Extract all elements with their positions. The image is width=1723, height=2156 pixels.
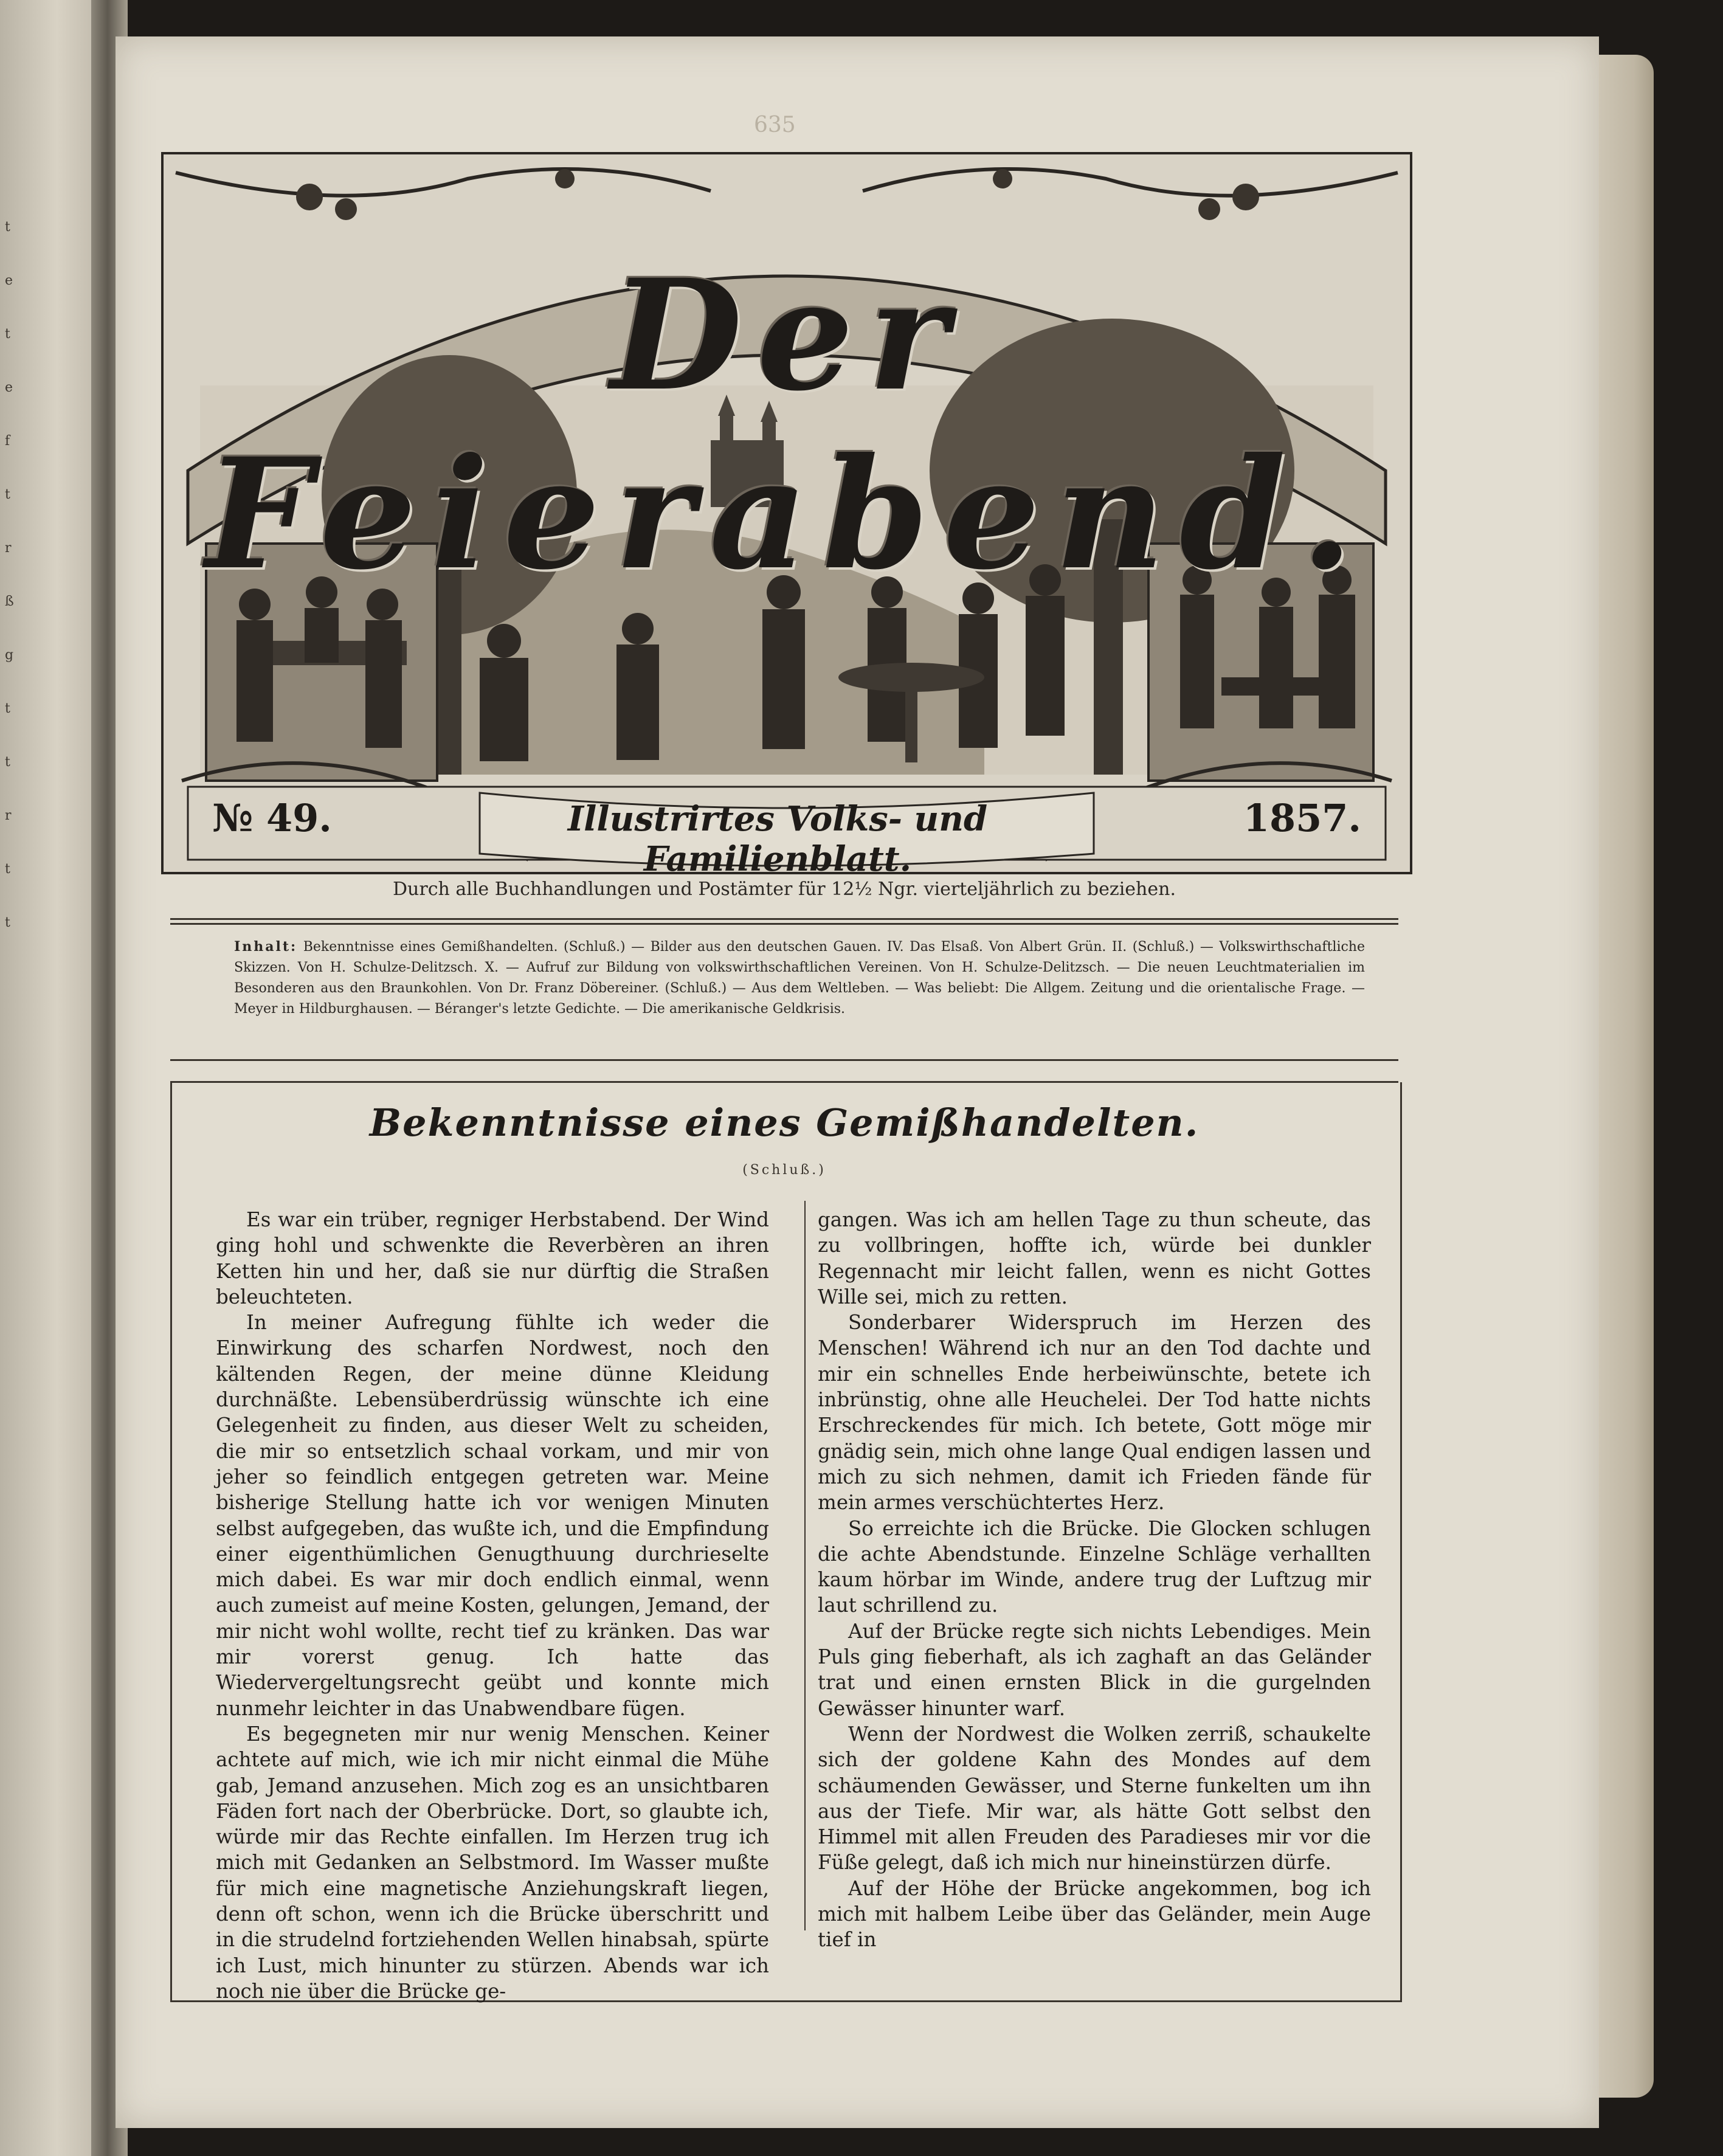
- page-number: 635: [754, 112, 796, 137]
- paragraph: gangen. Was ich am hellen Tage zu thun scheute, das zu vollbringen, hoffte ich, würde bei dunkler Regennacht mir leicht fallen, wenn es nicht Gottes Wille sei, mich zu retten.: [818, 1208, 1371, 1308]
- masthead-subtitle: Illustrirtes Volks- und Familienblatt.: [567, 799, 988, 879]
- article-note: (Schluß.): [742, 1163, 826, 1178]
- column-divider: [804, 1201, 806, 1930]
- paragraph: Auf der Brücke regte sich nichts Lebendiges. Mein Puls ging fieberhaft, als ich zaghaft an das Geländer trat und einen ernsten Blick in die gurgelnden Gewässer hinunter warf.: [818, 1619, 1371, 1720]
- masthead-title: Der Feierabend.: [205, 246, 1369, 603]
- issue-number: № 49.: [212, 796, 332, 840]
- facing-page: [0, 0, 103, 2156]
- paragraph: Es begegneten mir nur wenig Menschen. Keiner achtete auf mich, wie ich mir nicht einmal die Mühe gab, Jemand anzusehen. Mich zog es an unsichtbaren Fäden fort nach der Oberbrücke. Dort, so glaubte ich, würde mir das Rechte einfallen. Im Herzen trug ich mich mit Gedanken an Selbstmord. Im Wasser mußte für mich eine magnetische Anziehungskraft liegen, denn oft schon, wenn ich die Brücke überschritt und in die strudelnd fortziehenden Wellen hinabsah, spürte ich Lust, mich hinunter zu stürzen. Abends war ich noch nie über die Brücke ge-: [216, 1722, 769, 2003]
- table-of-contents: [234, 936, 1365, 1020]
- issue-year: 1857.: [1243, 796, 1361, 840]
- divider-rule: [170, 1059, 1398, 1061]
- article-column-right: [818, 1207, 1371, 1953]
- contents-label: Inhalt:: [234, 939, 298, 955]
- paragraph: In meiner Aufregung fühlte ich weder die Einwirkung des scharfen Nordwest, noch den kältenden Regen, der meine dünne Kleidung durchnäßte. Lebensüberdrüssig wünschte ich eine Gelegenheit zu finden, aus dieser Welt zu scheiden, die mir so entsetzlich schaal vorkam, und mir von jeher so feindlich entgegen getreten war. Meine bisherige Stellung hatte ich vor wenigen Minuten selbst aufgegeben, das wußte ich, und die Empfindung einer eigenthümlichen Genugthuung durchrieselte mich dabei. Es war mir doch endlich einmal, wenn auch zumeist auf meine Kosten, gelungen, Jemand, der mir nicht wohl wollte, recht tief zu kränken. Das war mir vorerst genug. Ich hatte das Wiedervergeltungsrecht geübt und konnte mich nunmehr leichter in das Unabwendbare fügen.: [216, 1311, 769, 1720]
- paragraph: Auf der Höhe der Brücke angekommen, bog ich mich mit halbem Leibe über das Geländer, mein Auge tief in: [818, 1876, 1371, 1952]
- paragraph: So erreichte ich die Brücke. Die Glocken schlugen die achte Abendstunde. Einzelne Schläge verhallten kaum hörbar im Winde, andere trug der Luftzug mir laut schrillend zu.: [818, 1516, 1371, 1617]
- subscription-note: Durch alle Buchhandlungen und Postämter für 12½ Ngr. vierteljährlich zu beziehen.: [392, 879, 1176, 900]
- article-title: Bekenntnisse eines Gemißhandelten.: [369, 1100, 1200, 1145]
- divider-rule: [170, 918, 1398, 920]
- masthead-banner: [164, 778, 1410, 879]
- contents-text: Bekenntnisse eines Gemißhandelten. (Schluß.) — Bilder aus den deutschen Gauen. IV. Das Elsaß. Von Albert Grün. II. (Schluß.) — Volkswirthschaftliche Skizzen. Von H. Schulze-Delitzsch. X. — Aufruf zur Bildung von volkswirthschaftlichen Vereinen. Von H. Schulze-Delitzsch. — Die neuen Leuchtmaterialien im Besonderen aus den Braunkohlen. Von Dr. Franz Döbereiner. (Schluß.) — Aus dem Weltleben. — Was beliebt: Die Allgem. Zeitung und die orientalische Frage. — Meyer in Hildburghausen. — Béranger's letzte Gedichte. — Die amerikanische Geldkrisis.: [234, 939, 1365, 1017]
- divider-rule: [170, 923, 1398, 925]
- article-column-left: [216, 1207, 769, 2004]
- facing-page-margin-text: t e t e f t r ß g t t r t t: [5, 219, 14, 930]
- paragraph: Sonderbarer Widerspruch im Herzen des Menschen! Während ich nur an den Tod dachte und mir ein schnelles Ende herbeiwünschte, betete ich inbrünstig, ohne alle Heuchelei. Der Tod hatte nichts Erschreckendes für mich. Ich betete, Gott möge mir gnädig sein, mich ohne lange Qual endigen lassen und mich zu sich nehmen, damit ich Frieden fände für mein armes verschüchtertes Herz.: [818, 1311, 1371, 1515]
- paragraph: Wenn der Nordwest die Wolken zerriß, schaukelte sich der goldene Kahn des Mondes auf dem schäumenden Gewässer, und Sterne funkelten um ihn aus der Tiefe. Mir war, als hätte Gott selbst den Himmel mit allen Freuden des Paradieses mir vor die Füße gelegt, daß ich mich nur hineinstürzen dürfe.: [818, 1722, 1371, 1874]
- paragraph: Es war ein trüber, regniger Herbstabend. Der Wind ging hohl und schwenkte die Reverbèren an ihren Ketten hin und her, daß sie nur dürftig die Straßen beleuchteten.: [216, 1208, 769, 1308]
- masthead: [161, 152, 1412, 879]
